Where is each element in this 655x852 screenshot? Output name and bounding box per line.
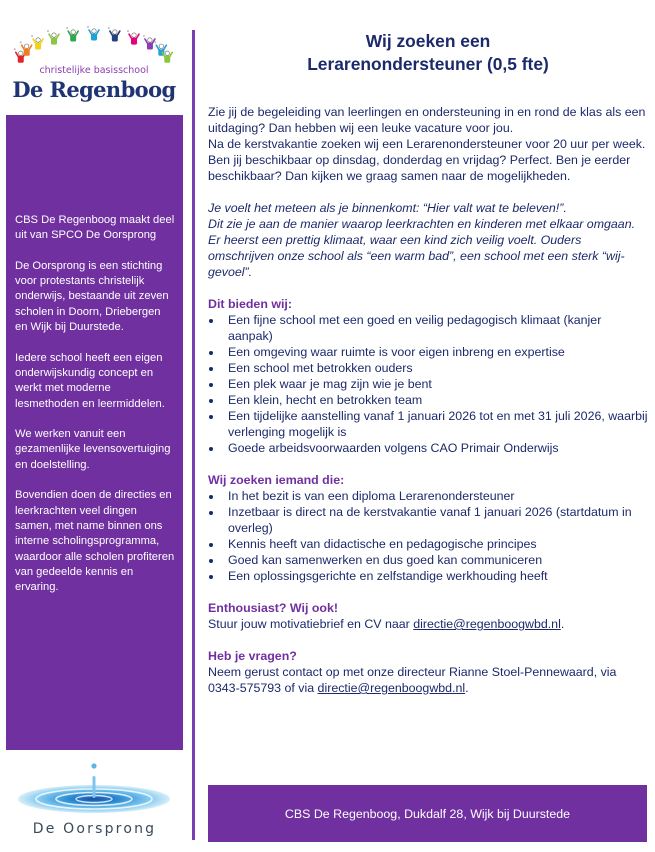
questions-heading: Heb je vragen? (208, 649, 297, 663)
list-item-text: Een fijne school met een goed en veilig pedagogisch klimaat (kanjer aanpak) (228, 313, 602, 343)
bullet-icon (209, 367, 213, 371)
apply-suffix: . (560, 617, 565, 631)
list-item (208, 440, 648, 456)
logo-subtitle: christelijke basisschool (39, 65, 149, 76)
page-title (208, 30, 648, 76)
list-item-text: Goede arbeidsvoorwaarden volgens CAO Primair Onderwijs (228, 441, 559, 455)
list-item (208, 536, 648, 552)
quote-paragraph: Dit zie je aan de manier waarop leerkrachten en kinderen met elkaar omgaan. Er heerst een prettig klimaat, waar een kind zich veilig voelt. Ouders omschrijven onze school als “een warm bad”, een school met een sterk “wij-gevoel”. (208, 217, 636, 279)
list-item (208, 344, 648, 360)
list-item-text: Een tijdelijke aanstelling vanaf 1 januari 2026 tot en met 31 juli 2026, waarbij verlenging mogelijk is (228, 409, 648, 439)
child-figure-icon (143, 35, 155, 50)
child-figure-icon (87, 26, 99, 41)
sidebar-paragraph: De Oorsprong is een stichting voor protestants christelijk onderwijs, bestaande uit zeven scholen in Doorn, Driebergen en Wijk bij Duurstede. (15, 259, 169, 334)
intro-text (208, 104, 648, 184)
seek-section (208, 472, 648, 584)
email-link[interactable]: directie@regenboogwbd.nl (317, 681, 466, 695)
logo-school-name: De Regenboog (12, 77, 176, 102)
list-item-text: Een omgeving waar ruimte is voor eigen inbreng en expertise (228, 345, 565, 359)
child-figure-icon (66, 27, 78, 42)
list-item (208, 568, 648, 584)
bullet-icon (209, 559, 213, 563)
questions-suffix: . (465, 681, 469, 695)
sidebar-info-box (6, 115, 183, 750)
regenboog-logo (10, 26, 178, 102)
bullet-icon (209, 575, 213, 579)
list-item (208, 408, 648, 440)
list-item (208, 504, 648, 536)
email-link[interactable]: directie@regenboogwbd.nl (413, 617, 561, 631)
list-item-text: Een klein, hecht en betrokken team (228, 393, 423, 407)
child-figure-icon (31, 35, 43, 50)
seek-heading: Wij zoeken iemand die: (208, 473, 345, 487)
sidebar-paragraph: Bovendien doen de directies en leerkrachten veel dingen samen, met name binnen ons interne scholingsprogramma, waardoor alle scholen profiteren van gedeelde kennis en ervaring. (15, 489, 175, 594)
bullet-icon (209, 351, 213, 355)
questions-section (208, 648, 648, 696)
list-item (208, 552, 648, 568)
oorsprong-logo (12, 762, 177, 842)
child-figure-icon (127, 30, 139, 45)
bullet-icon (209, 511, 213, 515)
bullet-icon (209, 543, 213, 547)
logo-figures (10, 26, 178, 66)
footer-address-box (208, 785, 647, 842)
apply-text-body: Stuur jouw motivatiebrief en CV naar (208, 617, 414, 631)
list-item (208, 488, 648, 504)
apply-section (208, 600, 648, 632)
offer-heading: Dit bieden wij: (208, 297, 292, 311)
bullet-icon (209, 447, 213, 451)
offer-section (208, 296, 648, 456)
sidebar-paragraph: CBS De Regenboog maakt deel uit van SPCO De Oorsprong (15, 214, 175, 242)
child-figure-icon (47, 30, 59, 45)
list-item-text: Kennis heeft van didactische en pedagogische principes (228, 537, 537, 551)
list-item-text: Een oplossingsgerichte en zelfstandige werkhouding heeft (228, 569, 548, 583)
offer-list (208, 312, 648, 456)
quote-paragraph: Je voelt het meteen als je binnenkomt: “Hier valt wat te beleven!”. (208, 201, 567, 215)
questions-text (208, 664, 648, 696)
bullet-icon (209, 415, 213, 419)
footer-address: CBS De Regenboog, Dukdalf 28, Wijk bij Duurstede (284, 806, 571, 821)
title-line-2: Lerarenondersteuner (0,5 fte) (307, 54, 549, 74)
list-item-text: In het bezit is van een diploma Lerarenondersteuner (228, 489, 515, 503)
list-item (208, 312, 648, 344)
child-figure-icon (154, 41, 166, 56)
list-item-text: Inzetbaar is direct na de kerstvakantie vanaf 1 januari 2026 (startdatum in overleg) (228, 505, 632, 535)
list-item (208, 376, 648, 392)
list-item (208, 360, 648, 376)
list-item-text: Een plek waar je mag zijn wie je bent (228, 377, 432, 391)
children-arc-icon (10, 26, 178, 66)
questions-text-body: Neem gerust contact op met onze directeur Rianne Stoel-Pennewaard, via 0343-575793 of via (208, 665, 617, 695)
list-item-text: Goed kan samenwerken en dus goed kan communiceren (228, 553, 543, 567)
list-item (208, 392, 648, 408)
bullet-icon (209, 399, 213, 403)
intro-paragraph: Na de kerstvakantie zoeken wij een Lerarenondersteuner voor 20 uur per week. Ben jij beschikbaar op dinsdag, donderdag en vrijdag? Perfect. Ben je eerder beschikbaar? Dan kijken we graag samen naar de mogelijkheden. (208, 137, 646, 183)
bullet-icon (209, 383, 213, 387)
bullet-icon (209, 319, 213, 323)
oorsprong-name: De Oorsprong (32, 821, 157, 837)
intro-paragraph: Zie jij de begeleiding van leerlingen en ondersteuning in en rond de klas als een uitdaging? Dan hebben wij een leuke vacature voor jou. (208, 105, 646, 135)
title-line-1: Wij zoeken een (365, 31, 491, 51)
child-figure-icon (108, 27, 120, 42)
bullet-icon (209, 495, 213, 499)
list-item-text: Een school met betrokken ouders (228, 361, 413, 375)
water-drop-icon (12, 762, 177, 820)
vacancy-content (208, 30, 648, 696)
apply-text (208, 616, 648, 632)
vertical-divider (192, 30, 195, 840)
quote-text (208, 200, 648, 280)
sidebar-paragraph: We werken vanuit een gezamenlijke levensovertuiging en doelstelling. (15, 428, 171, 471)
sidebar-paragraph: Iedere school heeft een eigen onderwijskundig concept en werkt met moderne lesmethoden en leermiddelen. (15, 351, 165, 410)
seek-list (208, 488, 648, 584)
apply-heading: Enthousiast? Wij ook! (208, 601, 338, 615)
